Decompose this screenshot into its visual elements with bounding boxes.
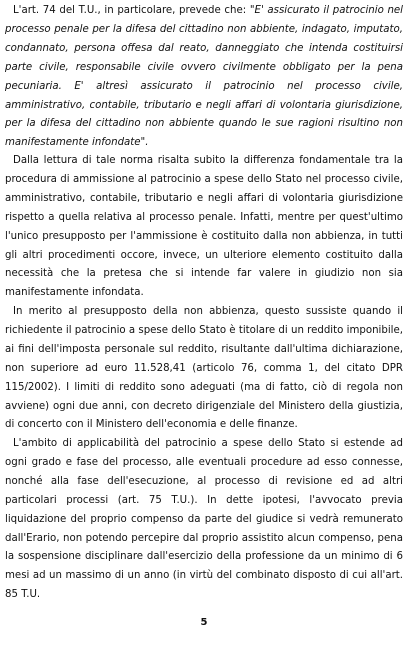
paragraph-applicability: L'ambito di applicabilità del patrocinio a spese dello Stato si estende ad ogni grado e fase del processo, alle eventuali procedure ad esso connesse, nonché alla fase dell'esecuzione, al processo di revisione ed ad altri particolari processi (art. 75 T.U.). In dette ipotesi, l'avvocato previa liquidazione del proprio compenso da parte del giudice si vedrà remunerato dall'Erario, non potendo percepire dal proprio assistito alcun compenso, pena la sospensione disciplinare dall'esercizio della professione da un minimo di 6 mesi ad un massimo di un anno (in virtù del combinato disposto di cui all'art. 85 T.U. <box>5 438 403 601</box>
paragraph-lead: L'art. 74 del T.U., in particolare, prevede che: <box>13 5 250 16</box>
paragraph-non-abbienza: In merito al presupposto della non abbienza, questo sussiste quando il richiedente il patrocinio a spese dello Stato è titolare di un reddito imponibile, ai fini dell'imposta personale sul reddito, risultante dall'ultima dichiarazione, non superiore ad euro 11.528,41 (articolo 76, comma 1, del citato DPR 115/2002). I limiti di reddito sono adeguati (ma di fatto, ciò di regola non avviene) ogni due anni, con decreto dirigenziale del Ministero della giustizia, di concerto con il Ministero dell'economia e delle finanze. <box>5 306 403 431</box>
paragraph-article-74 <box>5 2 403 153</box>
article-quote: "E' assicurato il patrocinio nel processo penale per la difesa del cittadino non abbiente, indagato, imputato, condannato, persona offesa dal reato, danneggiato che intenda costituirsi parte civile, responsabile civile ovvero civilmente obbligato per la pena pecuniaria. E' altresì assicurato il patrocinio nel processo civile, amministrativo, contabile, tributario e negli affari di volontaria giurisdizione, per la difesa del cittadino non abbiente quando le sue ragioni risultino non manifestamente infondate". <box>5 5 403 149</box>
paragraph-difference: Dalla lettura di tale norma risalta subito la differenza fondamentale tra la procedura di ammissione al patrocinio a spese dello Stato nel processo civile, amministrativo, contabile, tributario e negli affari di volontaria giurisdizione rispetto a quella relativa al processo penale. Infatti, mentre per quest'ultimo l'unico presupposto per l'ammissione è costituito dalla non abbienza, in tutti gli altri procedimenti occore, invece, un ulteriore elemento costituito dalla necessità che la pretesa che si intende far valere in giudizio non sia manifestamente infondata. <box>5 155 403 299</box>
page-number: 5 <box>200 617 208 628</box>
